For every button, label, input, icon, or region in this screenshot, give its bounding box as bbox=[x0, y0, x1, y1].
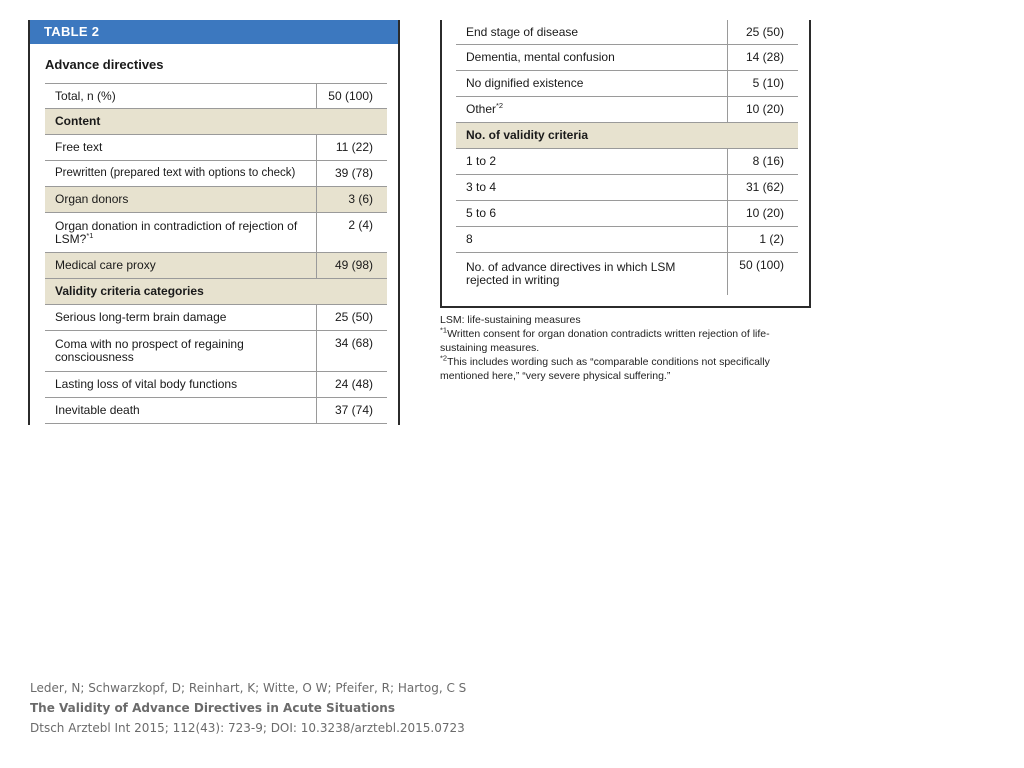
row-label: No. of advance directives in which LSM rejected in writing bbox=[466, 260, 676, 287]
citation-title: The Validity of Advance Directives in Acute Situations bbox=[30, 701, 395, 715]
citation-authors: Leder, N; Schwarzkopf, D; Reinhart, K; Witte, O W; Pfeifer, R; Hartog, C S bbox=[30, 681, 467, 695]
citation bbox=[30, 678, 466, 738]
footnote-marker: *2 bbox=[440, 353, 448, 363]
section-header-no-of-criteria bbox=[456, 123, 798, 149]
table-row bbox=[45, 331, 387, 372]
table-title: Advance directives bbox=[45, 57, 164, 72]
row-value: 10 (20) bbox=[727, 201, 798, 226]
row-label: Total, n (%) bbox=[55, 88, 116, 103]
row-label: Free text bbox=[55, 140, 103, 154]
row-value: 24 (48) bbox=[316, 372, 387, 397]
row-label: 1 to 2 bbox=[466, 154, 497, 168]
table-row bbox=[456, 175, 798, 201]
citation-journal: Dtsch Arztebl Int 2015; 112(43): 723-9; DOI: 10.3238/arztebl.2015.0723 bbox=[30, 721, 465, 735]
row-label: 3 to 4 bbox=[466, 180, 497, 194]
table-row bbox=[456, 20, 798, 45]
footnote-1: $^{*1}$Written consent for organ donation contradicts written rejection of life-sustaining measures. bbox=[440, 325, 770, 354]
row-label: Organ donation in contradiction of rejection of LSM?$^{*1}$ bbox=[55, 218, 298, 246]
row-value: 39 (78) bbox=[316, 161, 387, 186]
footnote-2: $^{*2}$This includes wording such as “comparable conditions not specifically mentioned here,” “very severe physical suffering.” bbox=[440, 353, 770, 382]
row-label: 8 bbox=[466, 232, 473, 246]
row-value: 14 (28) bbox=[727, 45, 798, 70]
table-panel-left bbox=[28, 20, 400, 425]
row-label: Dementia, mental confusion bbox=[466, 50, 615, 64]
table-row bbox=[456, 71, 798, 97]
row-label: Inevitable death bbox=[55, 403, 140, 417]
table-row bbox=[456, 97, 798, 123]
row-label: Medical care proxy bbox=[55, 258, 156, 272]
section-label: Validity criteria categories bbox=[55, 284, 204, 298]
table-row bbox=[45, 83, 387, 109]
row-value: 34 (68) bbox=[316, 331, 387, 371]
footnote-marker: *2 bbox=[496, 101, 504, 110]
row-label: Serious long-term brain damage bbox=[55, 310, 227, 324]
row-label: Organ donors bbox=[55, 192, 129, 206]
table-row bbox=[456, 253, 798, 295]
row-label: No dignified existence bbox=[466, 76, 584, 90]
row-value: 11 (22) bbox=[316, 135, 387, 160]
row-label: Prewritten (prepared text with options to check) bbox=[55, 167, 296, 179]
table-panel-right bbox=[440, 20, 811, 308]
row-label: End stage of disease bbox=[466, 24, 579, 39]
row-value: 25 (50) bbox=[727, 20, 798, 44]
row-value: 10 (20) bbox=[727, 97, 798, 122]
table-row bbox=[456, 45, 798, 71]
section-header-validity bbox=[45, 279, 387, 305]
table-row bbox=[45, 161, 387, 187]
row-label: Other$^{*2}$ bbox=[466, 101, 504, 116]
row-value: 31 (62) bbox=[727, 175, 798, 200]
section-header-content bbox=[45, 109, 387, 135]
table-row bbox=[45, 398, 387, 424]
table-row bbox=[45, 135, 387, 161]
section-label: Content bbox=[55, 114, 101, 128]
row-value: 8 (16) bbox=[727, 149, 798, 174]
row-value: 2 (4) bbox=[316, 213, 387, 252]
table-row bbox=[456, 201, 798, 227]
row-label: Lasting loss of vital body functions bbox=[55, 377, 238, 391]
table-row bbox=[456, 227, 798, 253]
row-value: 5 (10) bbox=[727, 71, 798, 96]
row-value: 49 (98) bbox=[316, 253, 387, 278]
table-row bbox=[45, 372, 387, 398]
footnote-marker: *1 bbox=[86, 230, 94, 240]
table-row bbox=[45, 213, 387, 253]
row-value: 25 (50) bbox=[316, 305, 387, 330]
table-row bbox=[45, 305, 387, 331]
row-label: 5 to 6 bbox=[466, 206, 497, 220]
row-value: 50 (100) bbox=[316, 84, 387, 108]
row-value: 3 (6) bbox=[316, 187, 387, 212]
table-row bbox=[45, 187, 387, 213]
table-row bbox=[45, 253, 387, 279]
section-label: No. of validity criteria bbox=[466, 128, 589, 142]
row-value: 50 (100) bbox=[727, 253, 798, 295]
table-row bbox=[456, 149, 798, 175]
table-footnotes bbox=[440, 313, 800, 383]
row-label: Coma with no prospect of regaining consciousness bbox=[55, 337, 244, 364]
table-number-banner: TABLE 2 bbox=[30, 20, 398, 44]
row-value: 1 (2) bbox=[727, 227, 798, 252]
footnote-marker: *1 bbox=[440, 325, 448, 335]
footnote-lsm: LSM: life-sustaining measures bbox=[440, 314, 581, 326]
row-value: 37 (74) bbox=[316, 398, 387, 423]
